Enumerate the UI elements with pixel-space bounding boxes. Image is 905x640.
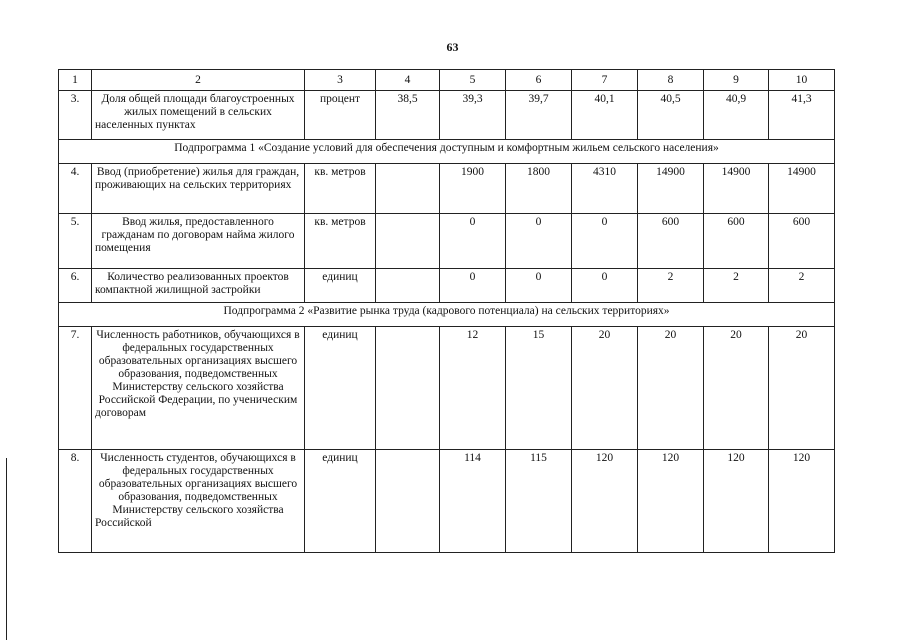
page-number: 63 [446,40,459,54]
column-header: 6 [506,70,572,91]
indicator-name: Ввод (приобретение) жилья для граждан, проживающих на сельских территориях [92,164,305,214]
indicator-value: 14900 [704,164,769,214]
indicator-value: 1900 [440,164,506,214]
indicator-value: 39,7 [506,91,572,140]
indicator-unit: единиц [305,450,376,553]
table-row [59,450,835,553]
indicator-value [376,327,440,450]
indicator-value: 0 [506,269,572,303]
row-number: 7. [59,327,92,450]
indicator-value: 0 [440,214,506,269]
indicator-value: 20 [572,327,638,450]
indicator-value: 600 [704,214,769,269]
scan-margin-line [6,458,7,640]
indicator-value: 41,3 [769,91,835,140]
indicator-unit: процент [305,91,376,140]
indicator-value: 120 [704,450,769,553]
indicator-value: 39,3 [440,91,506,140]
column-header: 2 [92,70,305,91]
column-header: 8 [638,70,704,91]
indicator-value: 0 [572,269,638,303]
indicator-value: 120 [769,450,835,553]
indicator-value: 2 [769,269,835,303]
indicator-value: 120 [572,450,638,553]
indicator-value [376,214,440,269]
indicator-unit: единиц [305,327,376,450]
subprogram-title: Подпрограмма 1 «Создание условий для обеспечения доступным и комфортным жильем сельского населения» [59,140,835,164]
indicator-name: Численность работников, обучающихся в федеральных государственных образовательных организациях высшего образования, подведомственных Министерству сельского хозяйства Российской Федерации, по ученическим договорам [92,327,305,450]
indicator-value: 12 [440,327,506,450]
column-header: 10 [769,70,835,91]
indicator-value: 0 [506,214,572,269]
column-header: 1 [59,70,92,91]
indicator-value: 2 [638,269,704,303]
table-row [59,327,835,450]
indicator-value: 40,5 [638,91,704,140]
indicator-value: 20 [704,327,769,450]
column-header: 4 [376,70,440,91]
column-numbers-row [59,70,835,91]
indicator-unit: единиц [305,269,376,303]
indicator-unit: кв. метров [305,164,376,214]
indicator-value: 600 [638,214,704,269]
indicator-value: 38,5 [376,91,440,140]
indicator-value [376,164,440,214]
indicator-name: Количество реализованных проектов компактной жилищной застройки [92,269,305,303]
indicator-unit: кв. метров [305,214,376,269]
row-number: 5. [59,214,92,269]
indicator-value: 0 [572,214,638,269]
indicator-name: Численность студентов, обучающихся в федеральных государственных образовательных организациях высшего образования, подведомственных Министерству сельского хозяйства Российской [92,450,305,553]
indicator-value: 2 [704,269,769,303]
indicator-value: 14900 [638,164,704,214]
subprogram-row [59,140,835,164]
indicator-value: 40,9 [704,91,769,140]
indicator-value [376,450,440,553]
row-number: 8. [59,450,92,553]
column-header: 9 [704,70,769,91]
table-row [59,91,835,140]
table-row [59,269,835,303]
indicator-value: 0 [440,269,506,303]
indicators-table [58,69,835,553]
indicator-value: 1800 [506,164,572,214]
indicator-value: 115 [506,450,572,553]
indicator-name: Ввод жилья, предоставленного гражданам по договорам найма жилого помещения [92,214,305,269]
indicator-value: 114 [440,450,506,553]
indicator-value: 40,1 [572,91,638,140]
column-header: 5 [440,70,506,91]
indicator-value: 20 [769,327,835,450]
indicator-value: 15 [506,327,572,450]
row-number: 4. [59,164,92,214]
column-header: 3 [305,70,376,91]
column-header: 7 [572,70,638,91]
indicator-value: 4310 [572,164,638,214]
indicator-value: 600 [769,214,835,269]
indicator-value [376,269,440,303]
indicator-value: 14900 [769,164,835,214]
table-row [59,164,835,214]
indicator-value: 120 [638,450,704,553]
subprogram-row [59,303,835,327]
table-row [59,214,835,269]
indicator-name: Доля общей площади благоустроенных жилых помещений в сельских населенных пунктах [92,91,305,140]
subprogram-title: Подпрограмма 2 «Развитие рынка труда (кадрового потенциала) на сельских территориях» [59,303,835,327]
row-number: 6. [59,269,92,303]
indicator-value: 20 [638,327,704,450]
row-number: 3. [59,91,92,140]
